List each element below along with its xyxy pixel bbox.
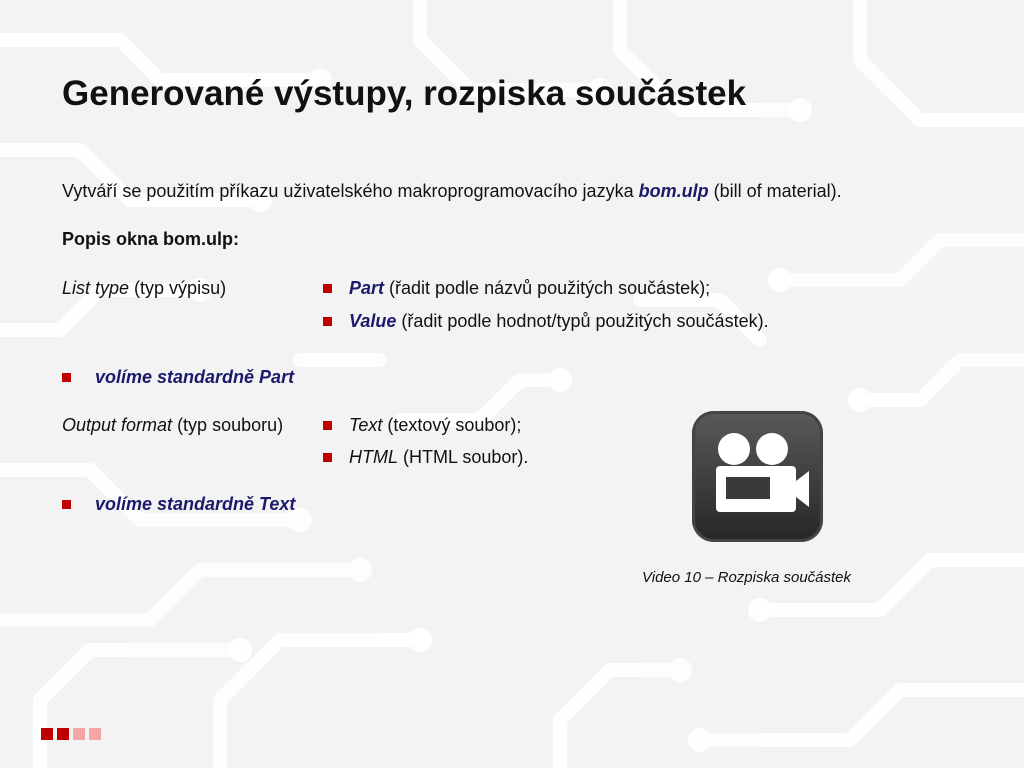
list-type-option-part xyxy=(323,278,710,299)
output-format-label-italic: Output format xyxy=(62,415,173,435)
choice-text: volíme standardně Part xyxy=(95,367,295,387)
output-format-option-html xyxy=(323,447,528,468)
output-format-label-rest: (typ souboru) xyxy=(172,415,284,435)
bullet-icon xyxy=(323,284,332,293)
option-name: HTML xyxy=(349,447,398,467)
nav-square xyxy=(89,728,101,740)
option-name: Value xyxy=(349,311,397,331)
bullet-icon xyxy=(323,453,332,462)
bullet-icon xyxy=(62,373,71,382)
option-name: Part xyxy=(349,278,385,298)
option-desc: (řadit podle názvů použitých součástek); xyxy=(384,278,711,298)
output-format-option-text xyxy=(323,415,521,436)
choice-text: volíme standardně Text xyxy=(95,494,296,514)
page-title: Generované výstupy, rozpiska součástek xyxy=(62,74,747,113)
intro-after: (bill of material). xyxy=(708,181,842,201)
bullet-icon xyxy=(62,500,71,509)
nav-square xyxy=(73,728,85,740)
slide-nav-indicator xyxy=(41,728,101,740)
intro-text xyxy=(62,181,842,202)
bullet-icon xyxy=(323,421,332,430)
video-play-button[interactable] xyxy=(692,411,823,542)
option-desc: (řadit podle hodnot/typů použitých součástek). xyxy=(396,311,769,331)
option-desc: (textový soubor); xyxy=(382,415,522,435)
video-camera-icon xyxy=(692,411,823,542)
output-format-label xyxy=(62,415,283,436)
list-type-label-rest: (typ výpisu) xyxy=(129,278,227,298)
output-format-choice xyxy=(62,494,295,515)
intro-highlight: bom.ulp xyxy=(638,181,709,201)
video-caption: Video 10 – Rozpiska součástek xyxy=(642,569,852,586)
list-type-label xyxy=(62,278,226,299)
list-type-option-value xyxy=(323,311,769,332)
nav-square xyxy=(57,728,69,740)
section-heading: Popis okna bom.ulp: xyxy=(62,229,240,249)
option-name: Text xyxy=(349,415,383,435)
intro-before: Vytváří se použitím příkazu uživatelského makroprogramovacího jazyka xyxy=(62,181,639,201)
bullet-icon xyxy=(323,317,332,326)
option-desc: (HTML soubor). xyxy=(398,447,529,467)
list-type-label-italic: List type xyxy=(62,278,130,298)
list-type-choice xyxy=(62,367,294,388)
nav-square xyxy=(41,728,53,740)
